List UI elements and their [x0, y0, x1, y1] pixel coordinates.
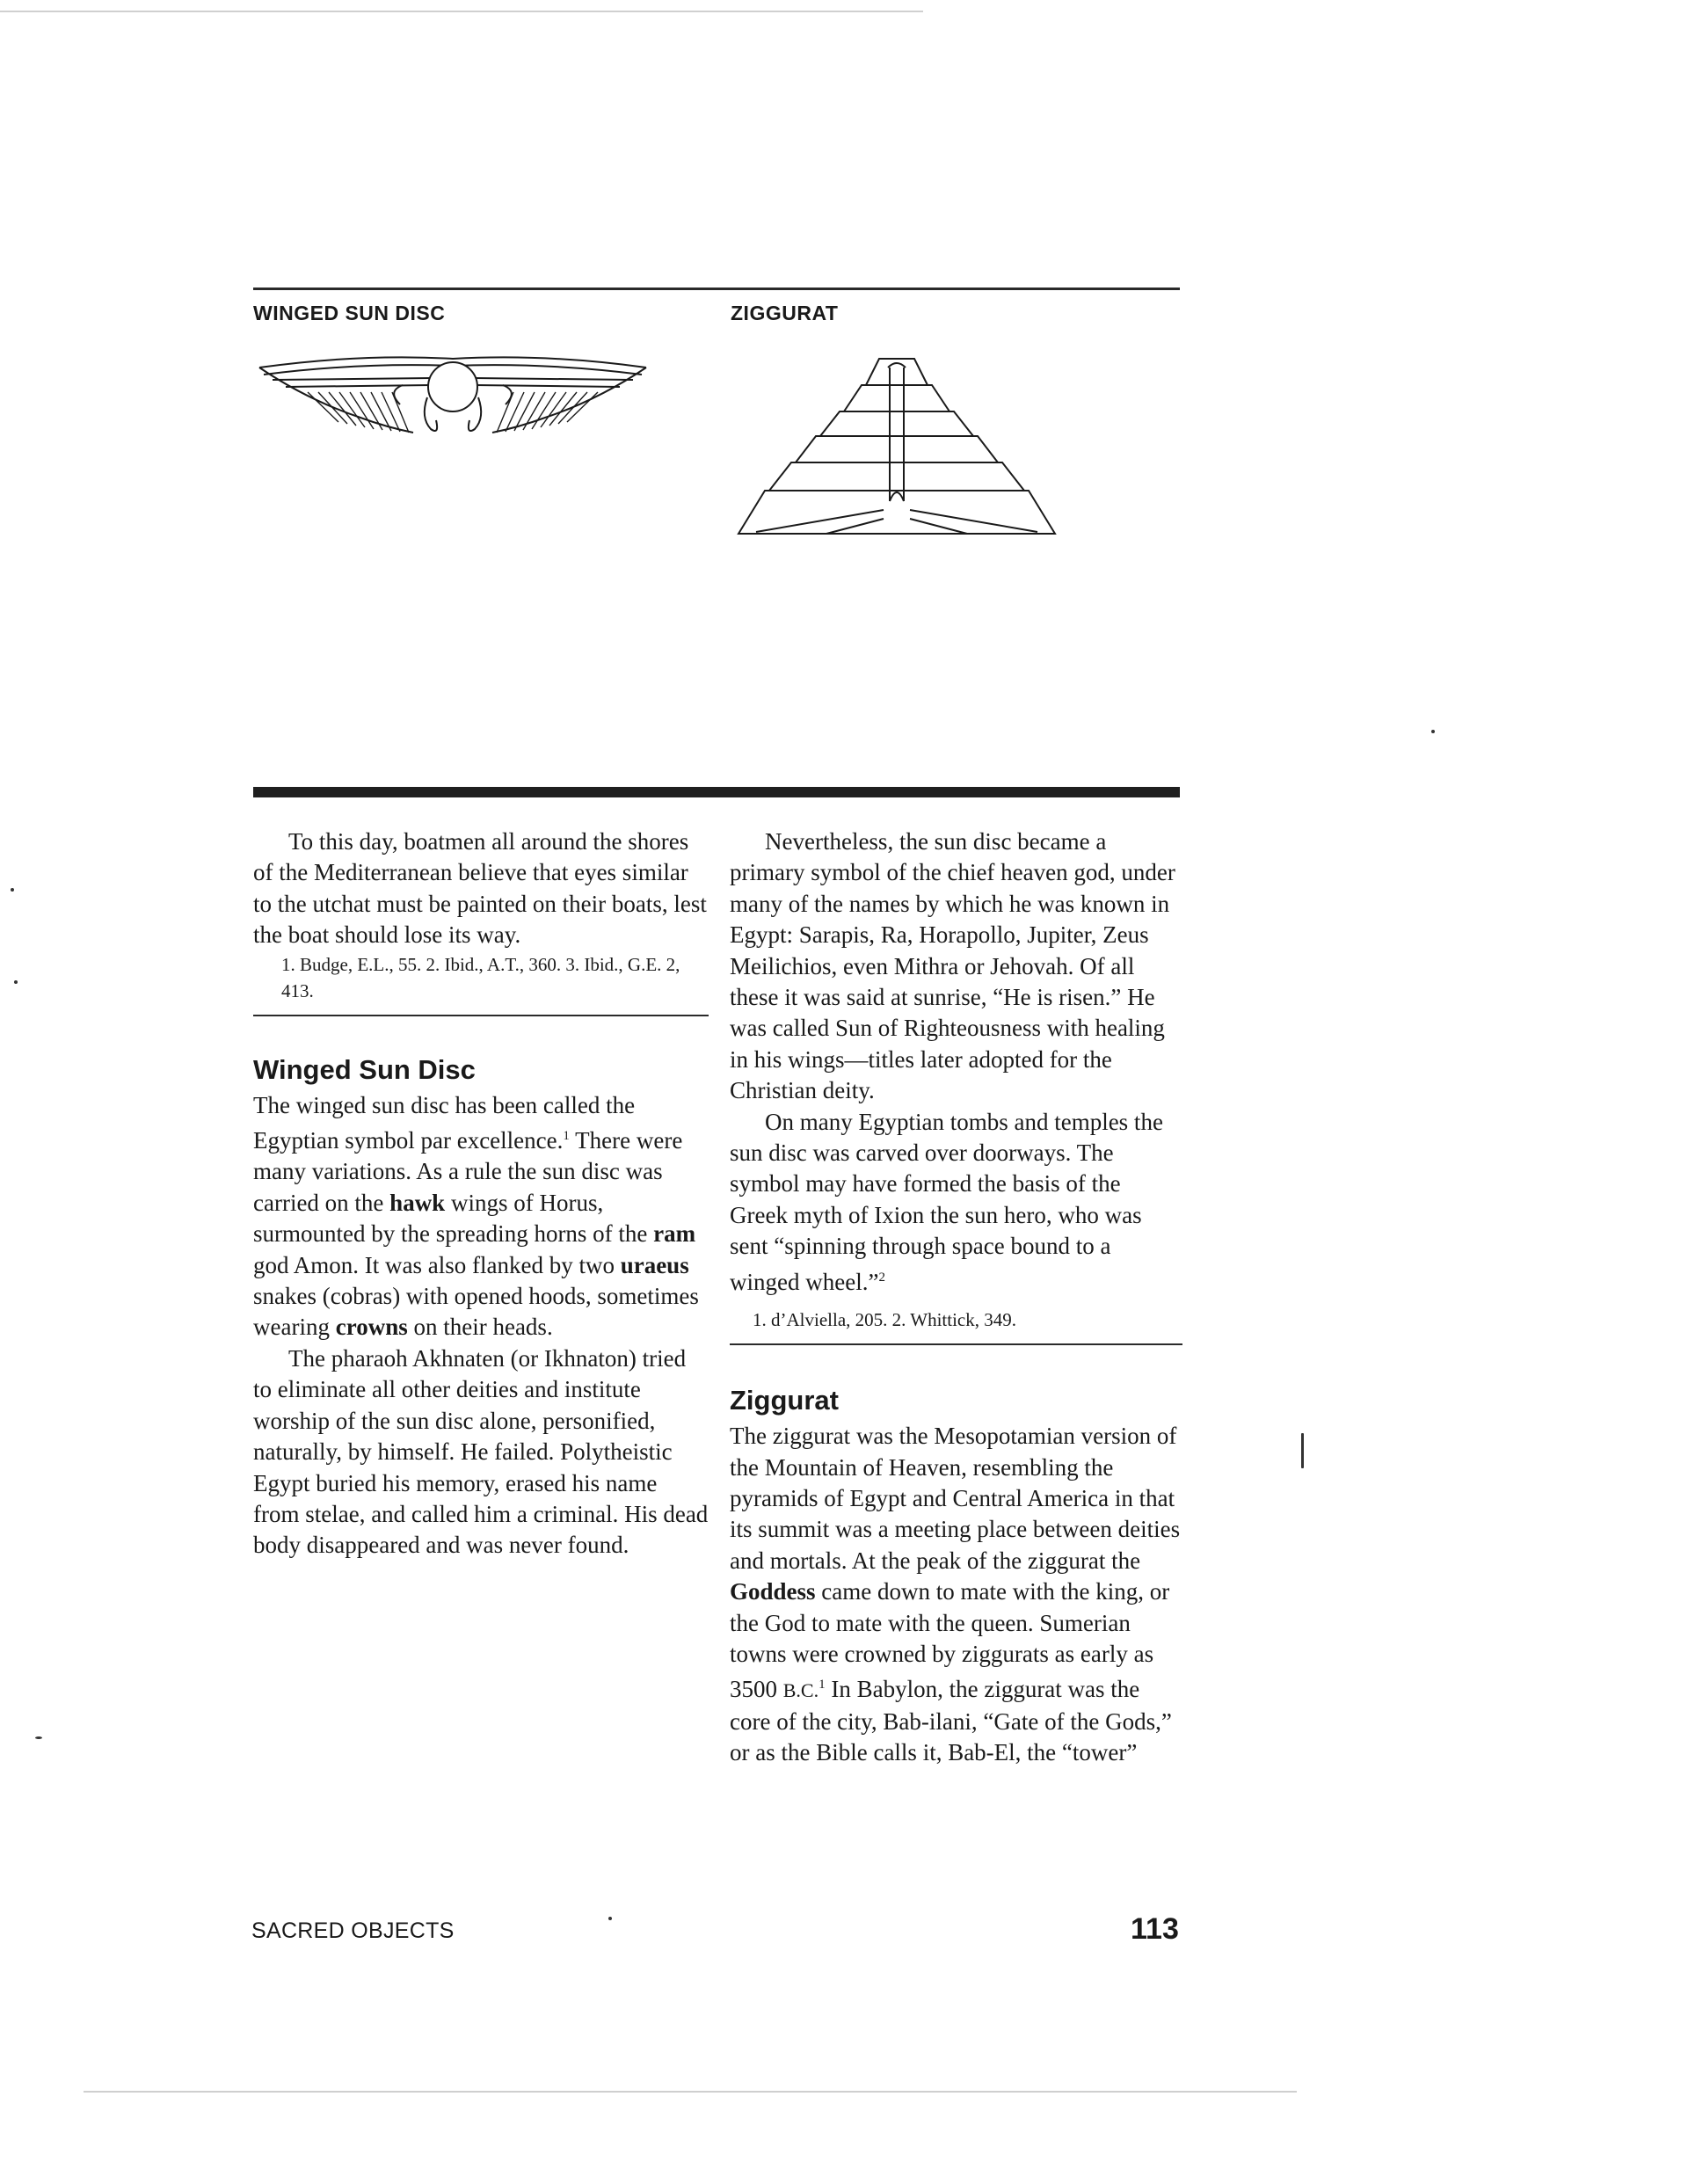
scan-speck	[1301, 1433, 1304, 1468]
scan-speck	[11, 888, 14, 892]
running-footer-section: SACRED OBJECTS	[251, 1918, 455, 1943]
utchat-notes: 1. Budge, E.L., 55. 2. Ibid., A.T., 360. 3. Ibid., G.E. 2, 413.	[253, 951, 709, 1016]
left-column	[253, 826, 709, 1562]
ziggurat-icon	[730, 352, 1064, 541]
figure-label-winged-sun-disc: WINGED SUN DISC	[253, 302, 446, 324]
winged-sun-disc-heading: Winged Sun Disc	[253, 1053, 476, 1085]
sun-disc-paragraph-4: On many Egyptian tombs and temples the sun disc was carved over doorways. The symbol may have formed the basis of the Greek myth of Ixion the sun hero, who was sent “spinning through space bound to a winged wheel.”$^2$	[730, 1108, 1163, 1295]
section-divider-rule	[253, 787, 1180, 797]
figure-label-ziggurat: ZIGGURAT	[731, 302, 839, 324]
utchat-continuation-paragraph: To this day, boatmen all around the shores of the Mediterranean believe that eyes similar to the utchat must be painted on their boats, lest the boat should lose its way.	[253, 828, 707, 949]
scan-speck	[608, 1917, 612, 1920]
right-column	[730, 826, 1182, 1769]
sun-disc-paragraph-3: Nevertheless, the sun disc became a primary symbol of the chief heaven god, under many of the names by which he was known in Egypt: Sarapis, Ra, Horapollo, Jupiter, Zeus Meilichios, even Mithra or Jehovah. Of all these it was said at sunrise, “He is risen.” He was called Sun of Righteousness with healing in his wings—titles later adopted for the Christian deity.	[730, 828, 1175, 1104]
scan-edge-line	[0, 11, 923, 12]
figure-top-rule	[253, 288, 1180, 290]
page-number: 113	[1131, 1912, 1179, 1946]
scan-speck	[35, 1736, 42, 1739]
scan-speck	[1431, 730, 1435, 733]
ziggurat-paragraph-1: The ziggurat was the Mesopotamian version of the Mountain of Heaven, resembling the pyramids of Egypt and Central America in that its summit was a meeting place between deities and mortals. At the peak of the ziggurat the Goddess came down to mate with the king, or the God to mate with the queen. Sumerian towns were crowned by ziggurats as early as 3500 B.C.$^1$ In Babylon, the ziggurat was the core of the city, Bab-ilani, “Gate of the Gods,” or as the Bible calls it, Bab-El, the “tower”	[730, 1423, 1181, 1766]
scan-edge-line-bottom	[84, 2091, 1297, 2093]
winged-sun-disc-notes: 1. d’Alviella, 205. 2. Whittick, 349.	[730, 1307, 1182, 1345]
ziggurat-heading: Ziggurat	[730, 1385, 839, 1416]
winged-sun-disc-icon	[255, 352, 651, 448]
winged-sun-disc-paragraph-2: The pharaoh Akhnaten (or Ikhnaton) tried to eliminate all other deities and institute worship of the sun disc alone, personified, naturally, by himself. He failed. Polytheistic Egypt buried his memory, erased his name from stelae, and called him a criminal. His dead body disappeared and was never found.	[253, 1344, 709, 1559]
scan-speck	[14, 980, 18, 984]
winged-sun-disc-paragraph-1: The winged sun disc has been called the Egyptian symbol par excellence.$^1$ There were many variations. As a rule the sun disc was carried on the hawk wings of Horus, surmounted by the spreading horns of the ram god Amon. It was also flanked by two uraeus snakes (cobras) with opened hoods, sometimes wearing crowns on their heads.	[253, 1091, 699, 1341]
